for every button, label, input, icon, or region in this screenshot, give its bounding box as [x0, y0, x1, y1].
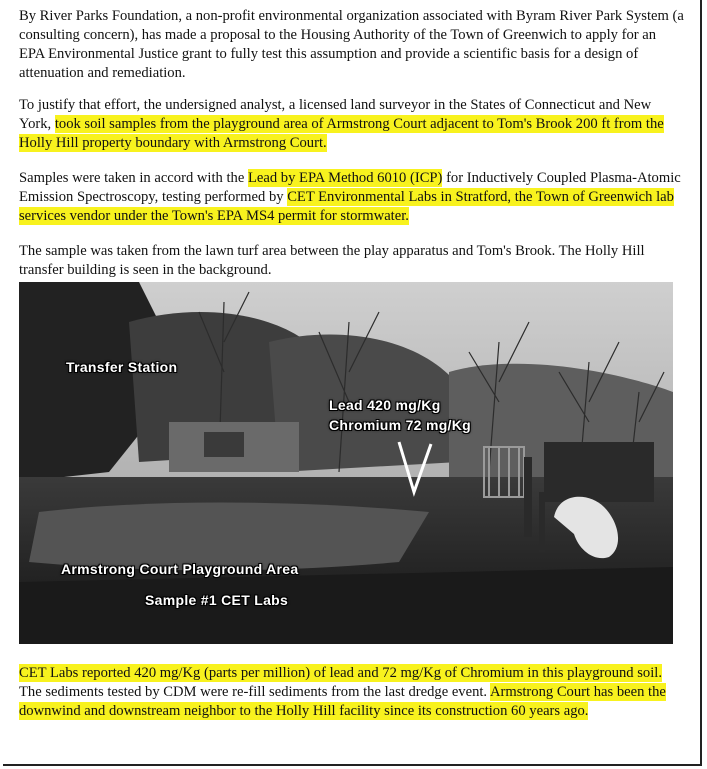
method-paragraph: [19, 169, 684, 226]
transfer-station-label: Transfer Station: [66, 359, 178, 375]
lead-result-label: Lead 420 mg/Kg: [329, 397, 441, 413]
intro-paragraph: [19, 7, 684, 83]
results-highlight-2: Armstrong Court has been the downwind and downstream neighbor to the Holly Hill facility since its construction 60 years ago.: [19, 684, 666, 719]
playground-area-label: Armstrong Court Playground Area: [61, 561, 299, 577]
playground-photo: [19, 282, 673, 644]
method-highlight-2: CET Environmental Labs in Stratford, the Town of Greenwich lab services vendor under the Town's EPA MS4 permit for stormwater.: [19, 189, 674, 224]
results-highlight-1: CET Labs reported 420 mg/Kg (parts per million) of lead and 72 mg/Kg of Chromium in this playground soil.: [19, 665, 662, 681]
photo-scene: [19, 282, 673, 644]
method-text-1: Samples were taken in accord with the: [19, 170, 248, 186]
sampling-highlight: took soil samples from the playground area of Armstrong Court adjacent to Tom's Brook 200 ft from the Holly Hill property boundary with Armstrong Court.: [19, 116, 664, 151]
sample-label: Sample #1 CET Labs: [145, 592, 289, 608]
method-text-2: for Inductively Coupled Plasma-Atomic Emission Spectroscopy, testing performed by: [19, 170, 681, 205]
results-paragraph: [19, 664, 684, 721]
sampling-text: To justify that effort, the undersigned analyst, a licensed land surveyor in the States of Connecticut and New York,: [19, 97, 652, 132]
sampling-paragraph: [19, 96, 684, 153]
intro-text: By River Parks Foundation, a non-profit environmental organization associated with Byram River Park System (a consulting concern), has made a proposal to the Housing Authority of the Town of Greenwich to apply for an EPA Environmental Justice grant to fully test this assumption and provide a scientific basis for a design of attenuation and remediation.: [19, 8, 684, 81]
photo-caption-paragraph: [19, 242, 684, 280]
chromium-result-label: Chromium 72 mg/Kg: [329, 417, 472, 433]
photo-caption-text: The sample was taken from the lawn turf area between the play apparatus and Tom's Brook. The Holly Hill transfer building is seen in the background.: [19, 243, 645, 278]
results-text: The sediments tested by CDM were re-fill sediments from the last dredge event.: [19, 684, 490, 700]
method-highlight-1: Lead by EPA Method 6010 (ICP): [247, 170, 443, 186]
